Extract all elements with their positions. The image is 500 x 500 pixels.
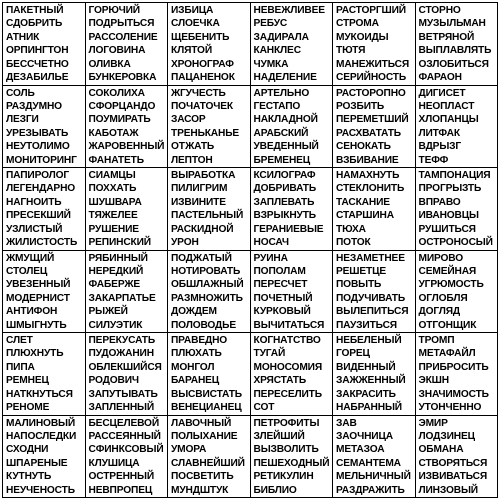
word-item: АНТИФОН xyxy=(6,306,58,318)
word-item: ОГЛОБЛЯ xyxy=(418,292,468,304)
word-item: НАДЕЛЕНИЕ xyxy=(253,72,317,84)
word-item: МАЛИНОВЫЙ xyxy=(6,417,76,429)
word-item: СТОРНО xyxy=(418,5,461,16)
grid-cell xyxy=(251,86,334,169)
word-item: УГРЮМОСТЬ xyxy=(418,279,484,291)
word-item: РАСКИДНОЙ xyxy=(171,223,234,235)
word-item: ТАСКАНИЕ xyxy=(336,196,390,208)
grid-cell xyxy=(86,251,169,334)
word-item: ДЕЗАБИЛЬЕ xyxy=(6,72,69,84)
word-item: НОСАЧ xyxy=(253,237,289,249)
word-item: РАСТОРГШИЙ xyxy=(336,5,406,16)
grid-cell xyxy=(251,168,334,251)
word-item: ПЛЮХАТЬ xyxy=(171,348,222,360)
word-item: КЛУШИЦА xyxy=(88,457,140,469)
word-item: МЕТАФАЙЛ xyxy=(418,348,476,360)
word-item: МУНДШТУК xyxy=(171,484,229,496)
word-item: БИБЛИО xyxy=(253,484,297,496)
word-item: ПОУМИРАТЬ xyxy=(88,114,151,126)
word-item: СФИНКСОВЫЙ xyxy=(88,444,164,456)
word-item: НЕОПЛАСТ xyxy=(418,100,475,112)
word-item: ЛИТФАК xyxy=(418,127,460,139)
grid-cell xyxy=(333,251,416,334)
word-item: ЗНАЧИМОСТЬ xyxy=(418,388,489,400)
word-item: ДИГИСЕТ xyxy=(418,87,466,99)
word-item: ИЗВИНИТЕ xyxy=(171,196,226,208)
word-item: ПОТОК xyxy=(336,237,371,249)
word-item: ТЯЖЕЛЕЕ xyxy=(88,210,138,222)
word-item: РАССЕЯННЫЙ xyxy=(88,430,161,442)
grid-cell xyxy=(86,86,169,169)
word-item: ЗАОЧНИЦА xyxy=(336,430,393,442)
word-item: КАБОТАЖ xyxy=(88,127,139,139)
word-item: ЛЕГЕНДАРНО xyxy=(6,183,76,195)
word-item: ЗЛЕЙШИЙ xyxy=(253,430,305,442)
grid-cell xyxy=(251,416,334,499)
word-item: УТОНЧЕННО xyxy=(418,402,482,414)
word-item: ОСТРЕННЫЙ xyxy=(88,471,155,483)
word-item: СДОБРИТЬ xyxy=(6,18,63,30)
word-item: УВЕДЕННЫЙ xyxy=(253,141,319,153)
word-item: СТЕКЛОНИТЬ xyxy=(336,183,405,195)
word-item: ПОХХАТЬ xyxy=(88,183,137,195)
word-item: КУТНУТЬ xyxy=(6,471,52,483)
word-item: ПУДОЖАНИН xyxy=(88,348,154,360)
grid-cell xyxy=(168,168,251,251)
word-item: УРЕЗЫВАТЬ xyxy=(6,127,69,139)
grid-cell xyxy=(3,168,86,251)
word-item: ГЕРАНИЕВЫЕ xyxy=(253,223,324,235)
word-item: СЕМАНТЕМА xyxy=(336,457,401,469)
word-item: МЕЛЬНИЧНЫЙ xyxy=(336,471,411,483)
word-item: БЕССЧЕТНО xyxy=(6,58,69,70)
word-item: ФАБЕРЖЕ xyxy=(88,279,141,291)
word-item: ЗАВ xyxy=(336,417,357,429)
word-item: ОТГОНЩИК xyxy=(418,319,477,331)
word-item: ОТЖАТЬ xyxy=(171,141,215,153)
word-item: ЖАРОВЕННЫЙ xyxy=(88,141,165,153)
word-item: ЧУМКА xyxy=(253,58,289,70)
grid-cell xyxy=(3,86,86,169)
word-item: РОДОВИЧ xyxy=(88,375,139,387)
word-item: ОБЛЕКШИЙСЯ xyxy=(88,361,162,373)
word-item: ВПРАВО xyxy=(418,196,461,208)
grid-cell xyxy=(86,168,169,251)
word-item: ЗАСОР xyxy=(171,114,206,126)
word-item: ВЫЛЕПИТЬСЯ xyxy=(336,306,409,318)
grid-cell xyxy=(86,416,169,499)
grid-cell xyxy=(168,86,251,169)
grid-cell xyxy=(168,416,251,499)
word-item: ЭКШН xyxy=(418,375,449,387)
grid-cell xyxy=(416,3,499,86)
word-item: РУШЕНИЕ xyxy=(88,223,139,235)
word-item: СИАМЦЫ xyxy=(88,170,136,181)
word-item: ПЛЮХНУТЬ xyxy=(6,348,64,360)
word-item: ПАЦАНЕНОК xyxy=(171,72,235,84)
word-item: МУКОИДЫ xyxy=(336,31,389,43)
grid-cell xyxy=(3,3,86,86)
word-item: УЗЛИСТЫЙ xyxy=(6,223,63,235)
word-item: ЭМИР xyxy=(418,417,448,429)
word-item: ПЕРЕСЧЕТ xyxy=(253,279,308,291)
word-item: ПИЛИГРИМ xyxy=(171,183,228,195)
word-item: ПОЧАТОЧЕК xyxy=(171,100,233,112)
word-item: МОНОСОМИЯ xyxy=(253,361,322,373)
grid-cell xyxy=(333,416,416,499)
word-item: ТУГАЙ xyxy=(253,348,286,360)
word-item: ВЫПЛАВЛЯТЬ xyxy=(418,45,492,57)
word-item: НЕЗАМЕТНЕЕ xyxy=(336,252,405,264)
grid-cell xyxy=(416,333,499,416)
word-item: ПАПИРОЛОГ xyxy=(6,170,70,181)
word-item: ДОГЛЯД xyxy=(418,306,461,318)
word-item: СТОЛЕЦ xyxy=(6,265,48,277)
grid-cell xyxy=(416,416,499,499)
grid-cell xyxy=(168,251,251,334)
word-item: УРОН xyxy=(171,237,199,249)
word-item: ПАУЗИТЬСЯ xyxy=(336,319,397,331)
grid-cell xyxy=(251,251,334,334)
word-item: СТВОРЯТЬСЯ xyxy=(418,457,488,469)
word-item: ОБШЛАЖНЫЙ xyxy=(171,279,244,291)
word-item: ХРЯСТАТЬ xyxy=(253,375,307,387)
word-item: УВЕЗЕННЫЙ xyxy=(6,279,71,291)
grid-cell xyxy=(416,86,499,169)
word-item: ГОРЮЧИЙ xyxy=(88,5,140,16)
word-item: ЗАЖЖЕННЫЙ xyxy=(336,375,406,387)
grid-cell xyxy=(86,333,169,416)
word-item: РУИНА xyxy=(253,252,288,264)
word-item: ВДРЫЗГ xyxy=(418,141,462,153)
word-item: ЛЕЗГИ xyxy=(6,114,39,126)
word-item: СОКОЛИХА xyxy=(88,87,145,99)
word-item: СЕРИЙНОСТЬ xyxy=(336,72,407,84)
word-item: РЯБИННЫЙ xyxy=(88,252,148,264)
word-item: НАМАХНУТЬ xyxy=(336,170,400,181)
word-item: БЕСЦЕЛЕВОЙ xyxy=(88,417,160,429)
word-item: ТРОМП xyxy=(418,335,455,346)
word-item: ПОЧЕТНЫЙ xyxy=(253,292,313,304)
word-item: РЕШЕТЦЕ xyxy=(336,265,387,277)
word-item: РЕТИКУЛИН xyxy=(253,471,314,483)
word-item: СТАРШИНА xyxy=(336,210,394,222)
word-item: ЖИЛИСТОСТЬ xyxy=(6,237,78,249)
word-item: ВЕНЕЦИАНЕЦ xyxy=(171,402,242,414)
word-item: МОДЕРНИСТ xyxy=(6,292,70,304)
word-item: ПРЕСЕКШИЙ xyxy=(6,210,71,222)
word-item: УМОРА xyxy=(171,444,207,456)
word-item: ХЛОПАНЦЫ xyxy=(418,114,479,126)
word-item: НОТИРОВАТЬ xyxy=(171,265,241,277)
word-item: НЕБЕЛЕНЫЙ xyxy=(336,335,402,346)
word-item: ВЫСВИСТАТЬ xyxy=(171,388,242,400)
word-item: СЛЕТ xyxy=(6,335,33,346)
word-item: РЕБУС xyxy=(253,18,288,30)
word-item: ЗАКРАСИТЬ xyxy=(336,388,396,400)
word-item: РАЗМНОЖИТЬ xyxy=(171,292,243,304)
grid-cell xyxy=(333,86,416,169)
word-item: ОРПИНГТОН xyxy=(6,45,69,57)
word-item: ГОРЕЦ xyxy=(336,348,370,360)
word-item: РАЗДУМНО xyxy=(6,100,62,112)
word-item: ПОЛЫХАНИЕ xyxy=(171,430,238,442)
word-item: НЕУТОЛИМО xyxy=(6,141,70,153)
word-item: ВЗРЫКНУТЬ xyxy=(253,210,316,222)
word-item: СОЛЬ xyxy=(6,87,35,99)
word-item: РУШИТЬСЯ xyxy=(418,223,476,235)
word-item: ДОБРИВАТЬ xyxy=(253,183,317,195)
word-item: СТРОМА xyxy=(336,18,379,30)
word-item: ПИПА xyxy=(6,361,35,373)
word-item: ИЗВИВАТЬСЯ xyxy=(418,471,488,483)
word-item: БАРАНЕЦ xyxy=(171,375,220,387)
word-item: СЛОЕЧКА xyxy=(171,18,220,30)
word-item: НЕВПРОПЕЦ xyxy=(88,484,153,496)
word-item: ВЫРАБОТКА xyxy=(171,170,236,181)
word-item: ОЗЛОБИТЬСЯ xyxy=(418,58,489,70)
word-item: ПЕТРОФИТЫ xyxy=(253,417,320,429)
word-item: ШМЫГНУТЬ xyxy=(6,319,67,331)
word-item: РЕПИНСКИЙ xyxy=(88,237,151,249)
word-item: МУЗЫЛЬМАН xyxy=(418,18,486,30)
grid-cell xyxy=(333,333,416,416)
word-item: ЩЕБЕНИТЬ xyxy=(171,31,230,43)
word-item: КАНКЛЕС xyxy=(253,45,301,57)
word-item: ИЗБИЦА xyxy=(171,5,214,16)
word-item: ВЕТРЯНОЙ xyxy=(418,31,475,43)
word-item: ФАНАТЕТЬ xyxy=(88,154,144,166)
word-item: ОЛИВКА xyxy=(88,58,131,70)
word-item: ОБМАНА xyxy=(418,444,464,456)
word-item: РЕМНЕЦ xyxy=(6,375,49,387)
word-item: НАПОСЛЕДКИ xyxy=(6,430,77,442)
word-item: МАНЕЖИТЬСЯ xyxy=(336,58,409,70)
word-item: ЛОДЗИНЕЦ xyxy=(418,430,475,442)
word-item: ЖМУЩИЙ xyxy=(6,252,55,264)
word-item: ШПАРЕНЫЕ xyxy=(6,457,68,469)
word-item: МОНГОЛ xyxy=(171,361,215,373)
word-item: ЗАКАРПАТЬЕ xyxy=(88,292,156,304)
word-item: ПРАВЕДНО xyxy=(171,335,228,346)
word-item: КЛЯТОЙ xyxy=(171,45,213,57)
word-item: НАБРАННЫЙ xyxy=(336,402,402,414)
grid-cell xyxy=(333,168,416,251)
grid-cell xyxy=(3,333,86,416)
word-item: БРЕМЕНЕЦ xyxy=(253,154,311,166)
word-item: РАССОЛЕНИЕ xyxy=(88,31,158,43)
word-item: ИВАНОВЦЫ xyxy=(418,210,479,222)
grid-cell xyxy=(3,251,86,334)
word-item: МОНИТОРИНГ xyxy=(6,154,77,166)
word-item: БУНКЕРОВКА xyxy=(88,72,157,84)
word-item: АРТЕЛЬНО xyxy=(253,87,310,99)
word-item: РЕНОМЕ xyxy=(6,402,50,414)
word-item: СХОДНИ xyxy=(6,444,49,456)
grid-cell xyxy=(333,3,416,86)
word-item: ПОДЖАТЫЙ xyxy=(171,252,232,264)
word-item: АРАБСКИЙ xyxy=(253,127,309,139)
word-item: ДОЖДЕМ xyxy=(171,306,217,318)
word-item: ПОДРЫТЬСЯ xyxy=(88,18,155,30)
word-item: РЫЖЕЙ xyxy=(88,306,128,318)
word-item: РОЗБИТЬ xyxy=(336,100,385,112)
word-item: ПЕРЕМЕТШИЙ xyxy=(336,114,409,126)
word-item: НЕРЕДКИЙ xyxy=(88,265,144,277)
word-item: НАТКНУТЬСЯ xyxy=(6,388,73,400)
word-item: ЗАПЛЕВАТЬ xyxy=(253,196,315,208)
word-item: ТАМПОНАЦИЯ xyxy=(418,170,491,181)
word-item: ВИДЕННЫЙ xyxy=(336,361,396,373)
word-item: ПОЛОВОДЬЕ xyxy=(171,319,236,331)
word-item: ВЫЗВОЛИТЬ xyxy=(253,444,319,456)
word-item: ЛЕПТОН xyxy=(171,154,213,166)
word-item: КСИЛОГРАФ xyxy=(253,170,316,181)
word-item: ЛОГОВИНА xyxy=(88,45,146,57)
word-item: ПЕШЕХОДНЫЙ xyxy=(253,457,330,469)
word-item: ПЕРЕКУСАТЬ xyxy=(88,335,156,346)
word-item: ТЕФФ xyxy=(418,154,449,166)
word-item: ГЕСТАПО xyxy=(253,100,301,112)
word-item: ЗАПУТЫВАТЬ xyxy=(88,388,158,400)
grid-cell xyxy=(168,3,251,86)
word-item: ОСТРОНОСЫЙ xyxy=(418,237,493,249)
word-item: ПОВЫТЬ xyxy=(336,279,382,291)
word-item: ШУШВАРА xyxy=(88,196,142,208)
word-item: НЕУЧЕНОСТЬ xyxy=(6,484,75,496)
word-item: ТЮТЯ xyxy=(336,45,366,57)
word-item: НАГНОИТЬ xyxy=(6,196,62,208)
word-item: ПРИБРОСИТЬ xyxy=(418,361,489,373)
word-item: НЕВЕЖЛИВЕЕ xyxy=(253,5,325,16)
word-item: ПАСТЕЛЬНЫЙ xyxy=(171,210,244,222)
word-item: СФОРЦАНДО xyxy=(88,100,156,112)
word-item: СИЛУЭТИК xyxy=(88,319,143,331)
word-item: КУРКОВЫЙ xyxy=(253,306,311,318)
word-item: ЖГУЧЕСТЬ xyxy=(171,87,226,99)
word-item: КОГНАТСТВО xyxy=(253,335,321,346)
word-item: ПРОГРЫЗТЬ xyxy=(418,183,482,195)
word-item: ЗАПЛЕННЫЙ xyxy=(88,402,155,414)
grid-cell xyxy=(86,3,169,86)
word-item: ХРОНОГРАФ xyxy=(171,58,234,70)
grid-cell xyxy=(416,251,499,334)
word-item: РАСТОРОПНО xyxy=(336,87,406,99)
word-item: ПОСВЕТИТЬ xyxy=(171,471,234,483)
word-item: АТНИК xyxy=(6,31,40,43)
word-item: ПОПОЛАМ xyxy=(253,265,306,277)
word-item: ТЮХА xyxy=(336,223,366,235)
word-item: СЕНОКАТЬ xyxy=(336,141,391,153)
word-item: ТРЕНЬКАНЬЕ xyxy=(171,127,240,139)
word-item: ВЗБИВАНИЕ xyxy=(336,154,399,166)
word-item: РАЗДРАЖИТЬ xyxy=(336,484,405,496)
word-item: ЛАВОЧНЫЙ xyxy=(171,417,232,429)
grid-cell xyxy=(3,416,86,499)
grid-cell xyxy=(416,168,499,251)
word-item: ПАКЕТНЫЙ xyxy=(6,5,64,16)
grid-cell xyxy=(251,3,334,86)
word-item: ВЫЧИТАТЬСЯ xyxy=(253,319,325,331)
word-item: СЕМЕЙНАЯ xyxy=(418,265,477,277)
word-item: МЕТАЗОА xyxy=(336,444,385,456)
word-item: ПЕРЕСЕЛИТЬ xyxy=(253,388,322,400)
word-item: ЛИНЗОВЫЙ xyxy=(418,484,478,496)
word-item: МИРОВО xyxy=(418,252,464,264)
word-item: ЗАДИРАЛА xyxy=(253,31,309,43)
word-item: СЛАВНЕЙШИЙ xyxy=(171,457,245,469)
word-grid xyxy=(2,2,498,498)
word-item: РАСХВАТАТЬ xyxy=(336,127,401,139)
grid-cell xyxy=(168,333,251,416)
word-item: НАКЛАДНОЙ xyxy=(253,114,318,126)
word-item: ПОДУЧИВАТЬ xyxy=(336,292,406,304)
grid-cell xyxy=(251,333,334,416)
word-item: ФАРАОН xyxy=(418,72,462,84)
word-item: СОТ xyxy=(253,402,275,414)
